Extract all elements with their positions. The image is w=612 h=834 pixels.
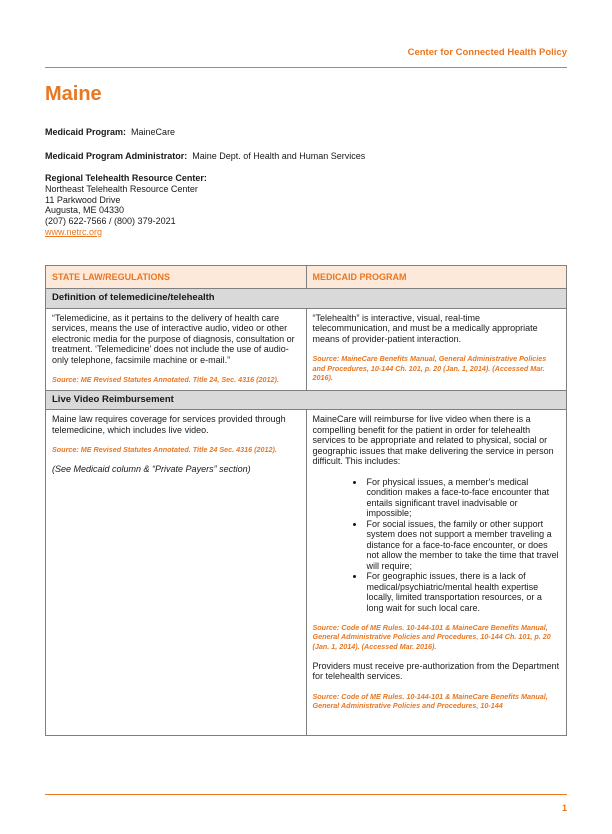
live-video-state-law-text: Maine law requires coverage for services provided through telemedicine, which includes live video.: [52, 414, 286, 435]
org-name: Center for Connected Health Policy: [407, 47, 567, 58]
section-title-live-video: Live Video Reimbursement: [46, 390, 567, 410]
doc-header: [45, 42, 567, 68]
medicaid-program-value: MaineCare: [131, 127, 176, 137]
medicaid-program-label: Medicaid Program:: [45, 127, 127, 137]
doc-footer: [45, 794, 567, 816]
table-row-live-video: [46, 410, 567, 736]
policy-table: [45, 265, 567, 736]
col-header-medicaid-program: MEDICAID PROGRAM: [306, 265, 567, 289]
source-citation: Source: ME Revised Statutes Annotated. Title 24 Sec. 4316 (2012).: [52, 445, 277, 455]
cell-live-video-state-law: [46, 410, 307, 736]
list-item: • For physical issues, a member's medical condition makes a face-to-face encounter that entails significant travel inadvisable or impossible;: [365, 477, 561, 519]
live-video-medicaid-intro: MaineCare will reimburse for live video when there is a compelling benefit for the patient in order for telehealth services to be appropriate and related to physical, social or geographic issues that make delivering the service in person difficult. This includes:: [312, 414, 554, 467]
live-video-criteria-list: [313, 477, 561, 614]
source-citation: Source: Code of ME Rules. 10-144-101 & MaineCare Benefits Manual, General Administrative Policies and Procedures, 10-144 Ch. 101, p. 20 (Jan. 1, 2014). (Accessed Mar. 2016).: [312, 623, 551, 651]
page-title: Maine: [45, 83, 102, 105]
medicaid-program-line: [45, 127, 567, 138]
resource-center-street: 11 Parkwood Drive: [45, 194, 121, 205]
resource-center-city: Augusta, ME 04330: [45, 205, 125, 216]
resource-center-link[interactable]: www.netrc.org: [45, 226, 103, 237]
list-item: • For social issues, the family or other support system does not support a member traveling a distance for a face-to-face encounter, or does not allow the member to take the time that travel will require;: [365, 519, 561, 572]
medicaid-administrator-label: Medicaid Program Administrator:: [45, 150, 188, 161]
source-citation: Source: MaineCare Benefits Manual, General Administrative Policies and Procedures, 10-144 Ch. 101, p. 20 (Jan. 1, 2014). (Accessed Mar. 2016).: [312, 354, 547, 382]
cell-live-video-medicaid: [306, 410, 567, 736]
table-row-definition: [46, 308, 567, 390]
resource-center-label: Regional Telehealth Resource Center:: [45, 173, 207, 183]
resource-center-block: [45, 173, 567, 238]
section-title-definition: Definition of telemedicine/telehealth: [46, 289, 567, 309]
medicaid-administrator-line: [45, 151, 567, 162]
definition-medicaid-text: “Telehealth” is interactive, visual, real-time telecommunication, and must be a medically appropriate means of provider-patient interaction.: [312, 312, 538, 344]
resource-center-phone: (207) 622-7566 / (800) 379-2021: [45, 216, 176, 227]
table-header-row: [46, 265, 567, 289]
live-video-medicaid-content: [313, 414, 561, 730]
live-video-state-law-content: [52, 414, 300, 730]
document-page: [0, 42, 612, 736]
medicaid-administrator-value: Maine Dept. of Health and Human Services: [192, 150, 366, 161]
source-citation: Source: ME Revised Statutes Annotated. Title 24, Sec. 4316 (2012).: [52, 375, 279, 385]
definition-state-law-text: “Telemedicine, as it pertains to the delivery of health care services, means the use of interactive audio, video or other electronic media for the purpose of diagnosis, consultation or treatment. ‘Telemedicine’ does not include the use of audio-only telephone, facsimile machine or e-mail.”: [52, 312, 295, 365]
cell-definition-state-law: [46, 308, 307, 390]
page-number: 1: [561, 803, 567, 813]
resource-center-name: Northeast Telehealth Resource Center: [45, 183, 198, 194]
section-row-live-video: [46, 390, 567, 410]
source-citation: Source: Code of ME Rules. 10-144-101 & MaineCare Benefits Manual, General Administrative Policies and Procedures, 10-144: [312, 691, 548, 711]
pre-authorization-text: Providers must receive pre-authorization from the Department for telehealth services.: [312, 660, 560, 682]
cross-reference-note: (See Medicaid column & “Private Payers” section): [52, 464, 251, 475]
section-row-definition: [46, 289, 567, 309]
col-header-state-law: STATE LAW/REGULATIONS: [46, 265, 307, 289]
list-item: • For geographic issues, there is a lack of medical/psychiatric/mental health expertise locally, limited transportation resources, or a long wait for such local care.: [365, 571, 561, 613]
cell-definition-medicaid: [306, 308, 567, 390]
